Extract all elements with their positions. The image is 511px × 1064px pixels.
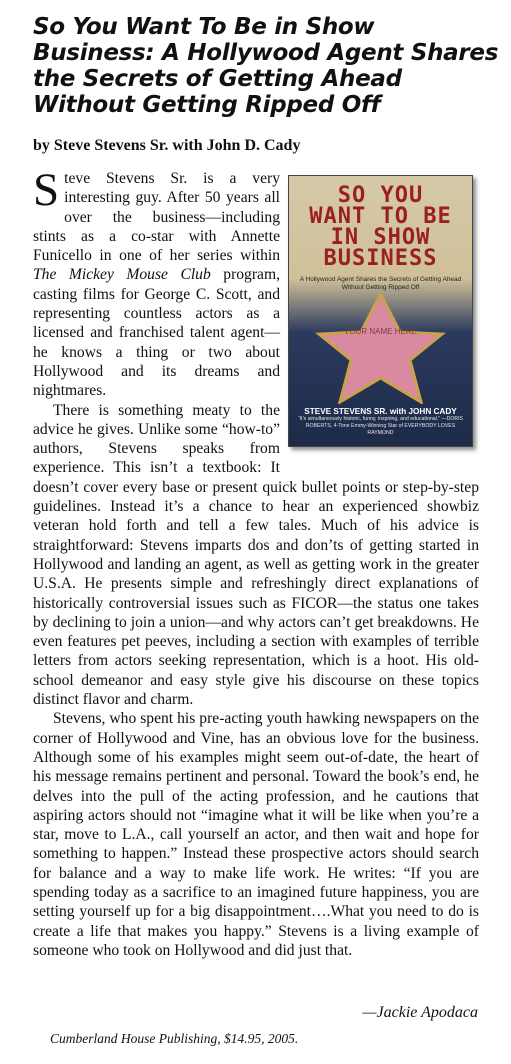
byline: by Steve Stevens Sr. with John D. Cady	[33, 137, 301, 154]
book-cover-image	[288, 175, 473, 447]
cover-title-line: BUSINESS	[323, 246, 438, 271]
reviewer-signature: —Jackie Apodaca	[362, 1004, 478, 1021]
drop-cap: S	[33, 164, 60, 216]
publisher-info: Cumberland House Publishing, $14.95, 2005.	[50, 1031, 299, 1046]
paragraph-1-italic: The Mickey Mouse Club	[33, 266, 211, 284]
cover-title-line: WANT TO BE	[309, 204, 452, 229]
paragraph-2: There is something meaty to the advice he gives. Unlike some “how-to” authors, Stevens speaks from experience. This isn’t a textbook: It doesn’t cover every base or present quick bullet points or step-by-step guidelines. Instead it’s a chance to hear an experienced showbiz veteran hold forth and tell a few tales. Much of his advice is straightforward: Stevens imparts dos and don’ts of getting started in Hollywood and landing an agent, as well as getting work in the greater U.S.A. He presents simple and refreshingly direct explanations of historically controversial issues such as FICOR—the status one takes by declining to join a union—and why actors can’t get breakdowns. He even features pet peeves, including a section with examples of terrible letters from actors seeking representation, which is a hoot. His old-school demeanor and easy style give his discourse on these topics distinct flavor and charm.	[33, 401, 479, 709]
book-cover-wrapper	[288, 175, 479, 457]
review-body	[33, 164, 479, 960]
cover-title	[289, 185, 472, 269]
review-title: So You Want To Be in Show Business: A Hollywood Agent Shares the Secrets of Getting Ahead Without Getting Ripped Off	[33, 14, 499, 118]
cover-star-text: YOUR NAME HERE	[344, 327, 417, 336]
cover-quote: “It’s simultaneously historic, funny, inspiring, and educational.” —DORIS ROBERTS, 4-Time Emmy-Winning Star of EVERYBODY LOVES RAYMOND	[297, 416, 464, 436]
paragraph-1-text: teve Stevens Sr. is a very interesting guy. After 50 years all over the business—including stints as a co-star with Annette Funicello in one of her series within	[33, 170, 280, 265]
paragraph-1-tail: program, casting films for George C. Scott, and representing countless actors as a licensed and franchised talent agent—he knows a thing or two about Hollywood and its dreams and nightmares.	[33, 266, 280, 400]
cover-title-line: SO YOU	[337, 183, 424, 208]
walk-of-fame-star-icon	[289, 294, 472, 404]
cover-authors: STEVE STEVENS SR. with JOHN CADY	[304, 407, 457, 416]
cover-title-line: IN SHOW	[330, 225, 431, 250]
paragraph-3: Stevens, who spent his pre-acting youth hawking newspapers on the corner of Hollywood and Vine, has an obvious love for the business. Although some of his examples might seem out-of-date, the heart of his message remains pertinent and personal. Toward the book’s end, he delves into the pull of the acting profession, and he cautions that aspiring actors should not “imagine what it will be like when you’re a star, move to L.A., call yourself an actor, and then wait and hope for something to happen.” Instead these prospective actors should search for balance and a way to make life work. He writes: “If you are spending today as a sacrifice to an imagined future happiness, you are setting yourself up for a big disappointment….What you need to do is create a life that makes you happy.” Stevens is a living example of someone who took on Hollywood and did just that.	[33, 710, 479, 959]
cover-subtitle: A Hollywood Agent Shares the Secrets of Getting Ahead Without Getting Ripped Off	[299, 276, 462, 291]
